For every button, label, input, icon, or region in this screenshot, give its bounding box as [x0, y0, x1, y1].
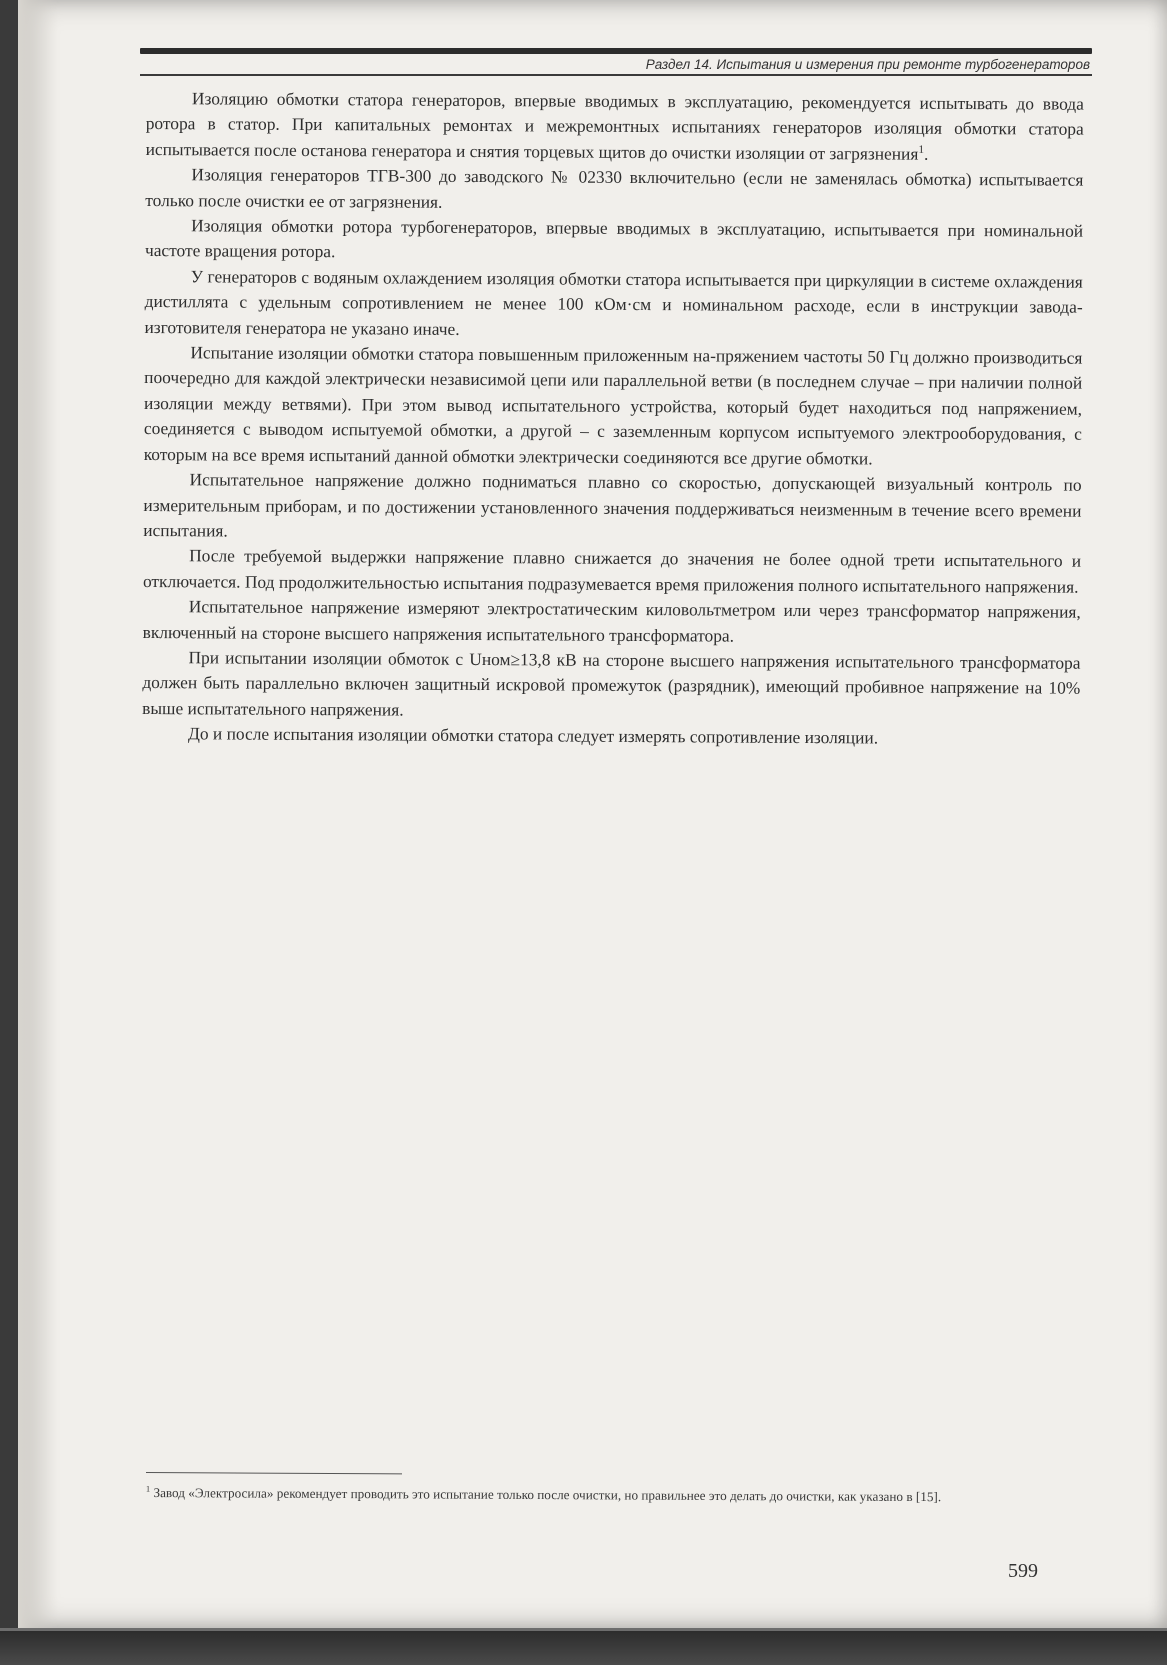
page-binding-shadow	[18, 0, 58, 1628]
footnote	[146, 1483, 1084, 1507]
footnote-area	[146, 1472, 1084, 1507]
header-rule-thin	[140, 74, 1092, 76]
paragraph: После требуемой выдержки напряжение плавно снижается до значения не более одной трети испытательного и отключается. Под продолжительностью испытания подразумевается время приложения полного испытательного напряжения.	[142, 545, 1082, 597]
footnote-text: Завод «Электросила» рекомендует проводить это испытание только после очистки, но правильнее это делать до очистки, как указано в [15].	[153, 1485, 942, 1505]
header-rule	[140, 48, 1092, 54]
paragraph: При испытании изоляции обмоток с Uном≥13,8 кВ на стороне высшего напряжения испытательного трансформатора должен быть параллельно включен защитный искровой промежуток (разрядник), имеющий пробивное напряжение на 10% выше испытательного напряжения.	[142, 647, 1081, 720]
paragraph: У генераторов с водяным охлаждением изоляция обмотки статора испытывается при циркуляции в системе охлаждения дистиллята с удельным сопротивлением не менее 100 кОм·см и номинальном расходе, если в инструкции завода-изготовителя генератора не указано иначе.	[144, 266, 1083, 339]
footnote-ref: 1	[918, 143, 925, 156]
paragraph: Испытательное напряжение должно подниматься плавно со скоростью, допускающей визуальный контроль по измерительным приборам, и по достижении установленного значения поддерживаться неизменным в течение всего времени испытания.	[143, 469, 1082, 541]
footnote-rule	[146, 1472, 402, 1474]
paragraph: Испытание изоляции обмотки статора повышенным приложенным на-пряжением частоты 50 Гц должно производиться поочередно для каждой электрически независимой цепи или параллельной ветви (в последнем случае – при наличии полной изоляции между ветвями). При этом вывод испытательного устройства, который будет находиться под напряжением, соединяется с выводом испытуемой обмотки, а другой – с заземленным корпусом испытуемого электрооборудования, с которым на все время испытаний данной обмотки электрически соединяются все другие обмотки.	[143, 342, 1083, 469]
book-page	[18, 0, 1167, 1628]
paragraph: Испытательное напряжение измеряют электростатическим киловольтметром или через трансформатор напряжения, включенный на стороне высшего напряжения испытательного трансформатора.	[142, 596, 1081, 646]
paragraph: Изоляция обмотки ротора турбогенераторов, впервые вводимых в эксплуатацию, испытывается при номинальной частоте вращения ротора.	[144, 215, 1084, 262]
running-header	[140, 48, 1092, 76]
body-text	[142, 86, 1084, 752]
paragraph: Изоляция генераторов ТГВ-300 до заводского № 02330 включительно (если не заменялась обмотка) испытывается только после очистки ее от загрязнения.	[145, 164, 1084, 212]
paragraph: Изоляцию обмотки статора генераторов, впервые вводимых в эксплуатацию, рекомендуется испытывать до ввода ротора в статор. При капитальных ремонтах и межремонтных испытаниях генераторов изоляция обмотки статора испытывается после останова генератора и снятия торцевых щитов до очистки изоляции от загрязнения$^1$.	[145, 88, 1084, 164]
footnote-marker: 1	[145, 1483, 151, 1494]
page-number: 599	[1008, 1560, 1038, 1582]
book-cover-highlight	[0, 1628, 1167, 1631]
book-cover-edge	[0, 1628, 1167, 1665]
header-title: Раздел 14. Испытания и измерения при ремонте турбогенераторов	[645, 57, 1090, 72]
paragraph: До и после испытания изоляции обмотки статора следует измерять сопротивление изоляции.	[187, 723, 879, 748]
